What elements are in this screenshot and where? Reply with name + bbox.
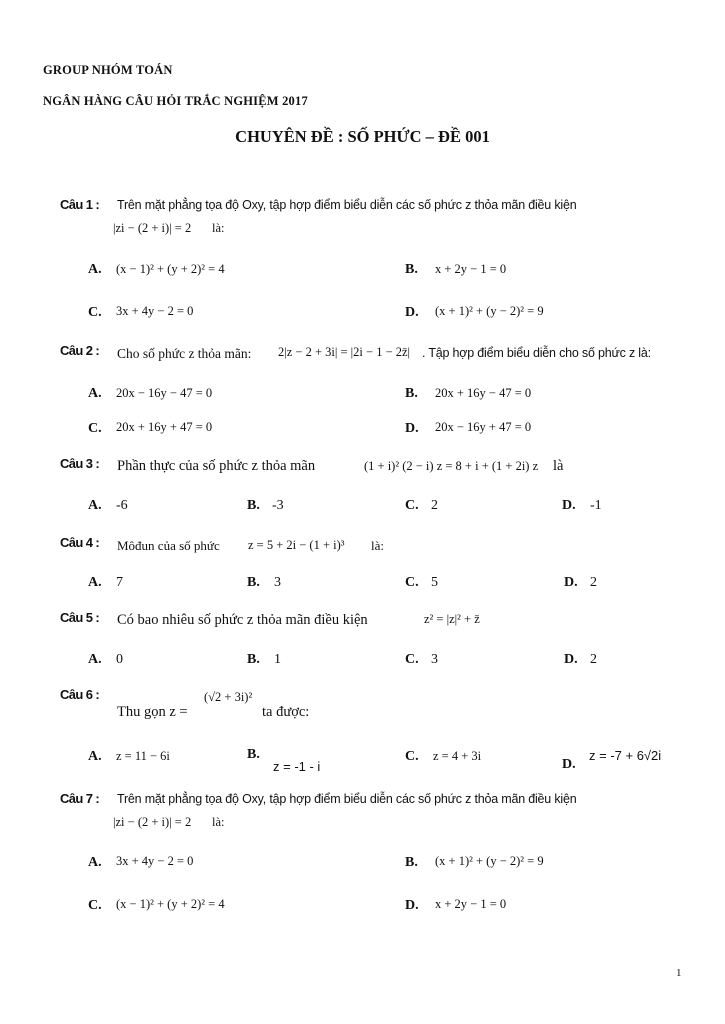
option-letter: C. [88, 898, 102, 913]
option-value[interactable]: z = 4 + 3i [433, 749, 482, 763]
option-letter: C. [88, 421, 102, 436]
option-letter: B. [405, 855, 418, 870]
question-text: Phần thực của số phức z thỏa mãn [117, 458, 316, 474]
option-letter: B. [405, 262, 418, 277]
option-value[interactable]: z = 11 − 6i [116, 749, 170, 763]
option-value[interactable]: (x − 1)² + (y + 2)² = 4 [116, 897, 225, 911]
option-value[interactable]: 3x + 4y − 2 = 0 [116, 304, 194, 318]
question-text: Thu gọn z = [117, 704, 188, 720]
option-value[interactable]: 3 [431, 652, 438, 667]
question-text: Trên mặt phẳng tọa độ Oxy, tập hợp điểm biểu diễn các số phức z thỏa mãn điều kiện [117, 792, 577, 806]
option-letter: A. [88, 749, 102, 764]
option-value[interactable]: -3 [272, 498, 284, 513]
question-condition: |zi − (2 + i)| = 2 [113, 815, 192, 829]
option-letter: A. [88, 855, 102, 870]
option-letter: C. [405, 575, 419, 590]
question-condition: (√2 + 3i)² [204, 690, 253, 704]
option-value[interactable]: 2 [590, 652, 597, 667]
option-letter: A. [88, 262, 102, 277]
option-letter: A. [88, 652, 102, 667]
option-value[interactable]: 20x − 16y − 47 = 0 [116, 386, 213, 400]
option-letter: C. [405, 652, 419, 667]
option-value[interactable]: 3x + 4y − 2 = 0 [116, 854, 194, 868]
option-letter: C. [405, 498, 419, 513]
option-letter: A. [88, 575, 102, 590]
option-letter: C. [405, 749, 419, 764]
question-condition: (1 + i)² (2 − i) z = 8 + i + (1 + 2i) z [364, 459, 539, 473]
page-title: CHUYÊN ĐỀ : SỐ PHỨC – ĐỀ 001 [235, 127, 490, 146]
question-bank-title: NGÂN HÀNG CÂU HỎI TRẮC NGHIỆM 2017 [43, 94, 308, 108]
option-value[interactable]: x + 2y − 1 = 0 [435, 897, 507, 911]
option-value[interactable]: x + 2y − 1 = 0 [435, 262, 507, 276]
page-number: 1 [676, 967, 682, 979]
option-letter: B. [247, 575, 260, 590]
option-letter: A. [88, 498, 102, 513]
option-value[interactable]: 3 [274, 575, 281, 590]
option-value[interactable]: 1 [274, 652, 281, 667]
question-suffix: . Tập hợp điểm biểu diễn cho số phức z là: [422, 346, 651, 360]
option-letter: D. [405, 898, 419, 913]
option-letter: D. [405, 421, 419, 436]
option-letter: D. [562, 757, 576, 772]
question-label: Câu 5 : [60, 610, 100, 625]
option-letter: D. [562, 498, 576, 513]
option-value[interactable]: 7 [116, 575, 123, 590]
option-letter: B. [247, 498, 260, 513]
question-label: Câu 1 : [60, 197, 100, 212]
question-label: Câu 3 : [60, 456, 100, 471]
question-label: Câu 7 : [60, 791, 100, 806]
question-text: Môđun của số phức [117, 538, 220, 553]
option-value[interactable]: z = -7 + 6√2i [589, 748, 662, 763]
option-letter: D. [405, 305, 419, 320]
option-letter: B. [247, 652, 260, 667]
question-condition: z² = |z|² + z̄ [424, 612, 480, 626]
question-suffix: là [553, 458, 564, 474]
question-text: Cho số phức z thỏa mãn: [117, 346, 252, 361]
option-value[interactable]: (x + 1)² + (y − 2)² = 9 [435, 854, 544, 868]
option-letter: C. [88, 305, 102, 320]
question-label: Câu 4 : [60, 535, 100, 550]
option-value[interactable]: 20x + 16y − 47 = 0 [435, 386, 532, 400]
question-condition: |zi − (2 + i)| = 2 [113, 221, 192, 235]
option-value[interactable]: 20x + 16y + 47 = 0 [116, 420, 213, 434]
option-value[interactable]: 0 [116, 652, 123, 667]
option-value[interactable]: 2 [431, 498, 438, 513]
option-letter: D. [564, 652, 578, 667]
group-name: GROUP NHÓM TOÁN [43, 63, 173, 77]
question-text: Trên mặt phẳng tọa độ Oxy, tập hợp điểm biểu diễn các số phức z thỏa mãn điều kiện [117, 198, 577, 212]
option-letter: B. [405, 386, 418, 401]
option-letter: B. [247, 747, 260, 762]
question-label: Câu 2 : [60, 343, 100, 358]
option-value[interactable]: (x − 1)² + (y + 2)² = 4 [116, 262, 225, 276]
option-letter: A. [88, 386, 102, 401]
question-suffix: là: [212, 815, 225, 829]
option-value[interactable]: -1 [590, 498, 602, 513]
question-condition: z = 5 + 2i − (1 + i)³ [248, 538, 345, 552]
option-letter: D. [564, 575, 578, 590]
option-value[interactable]: 5 [431, 575, 438, 590]
question-suffix: là: [371, 538, 384, 553]
option-value[interactable]: -6 [116, 498, 128, 513]
option-value[interactable]: 2 [590, 575, 597, 590]
option-value[interactable]: z = -1 - i [273, 759, 321, 774]
question-condition: 2|z − 2 + 3i| = |2i − 1 − 2z̄| [278, 345, 411, 359]
option-value[interactable]: (x + 1)² + (y − 2)² = 9 [435, 304, 544, 318]
question-suffix: ta được: [262, 704, 310, 720]
question-text: Có bao nhiêu số phức z thỏa mãn điều kiện [117, 612, 368, 628]
option-value[interactable]: 20x − 16y + 47 = 0 [435, 420, 532, 434]
question-label: Câu 6 : [60, 687, 100, 702]
question-suffix: là: [212, 221, 225, 235]
